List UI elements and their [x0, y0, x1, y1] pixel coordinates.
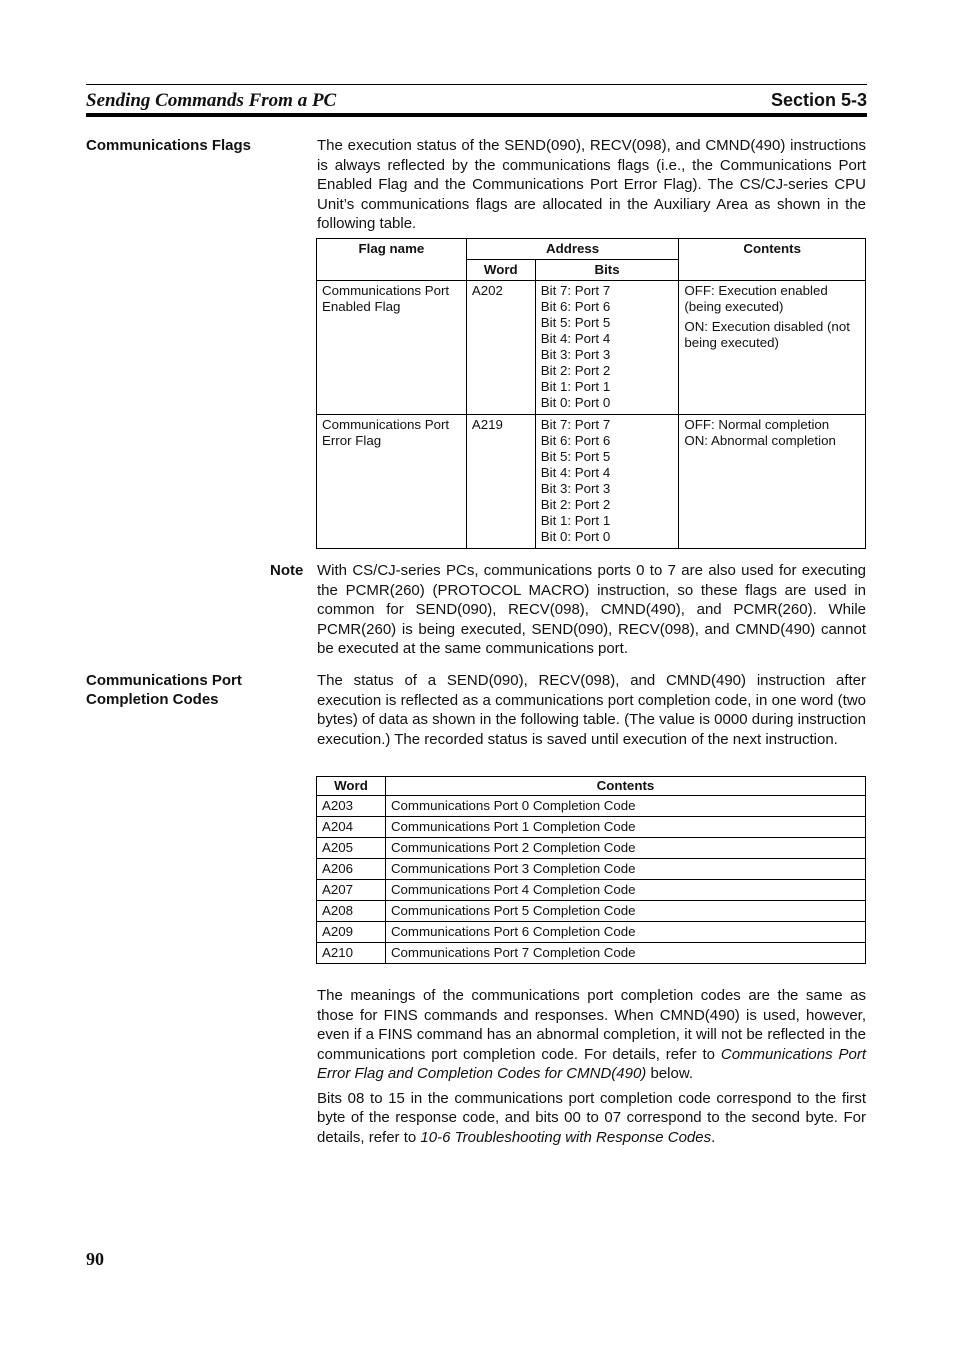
word-cell: A204: [317, 817, 386, 838]
note-paragraph: [317, 561, 866, 659]
col-header-word: Word: [317, 777, 386, 796]
flags-intro-text: The execution status of the SEND(090), RECV(098), and CMND(490) instructions is always reflected by the communications flags (i.e., the Communications Port Enabled Flag and the Communications Port Error Flag). The CS/CJ-series CPU Unit’s communications flags are allocated in the Auxiliary Area as shown in the following table.: [317, 137, 866, 232]
contents-cell: Communications Port 5 Completion Code: [385, 901, 865, 922]
contents-cell: Communications Port 3 Completion Code: [385, 859, 865, 880]
bit-item: Bit 0: Port 0: [540, 529, 611, 544]
bit-item: Bit 5: Port 5: [540, 449, 611, 464]
header-bottom-rule: [86, 113, 867, 117]
contents-cell: [679, 281, 866, 415]
header-top-rule: [86, 84, 867, 85]
contents-line: OFF: Execution enabled (being executed): [684, 283, 828, 314]
bit-item: Bit 0: Port 0: [540, 395, 611, 410]
bit-item: Bit 1: Port 1: [540, 379, 611, 394]
flag-name-cell: Communications Port Enabled Flag: [317, 281, 467, 415]
para-text: .: [711, 1128, 716, 1146]
table-row: [317, 796, 866, 817]
col-header-flag-name: Flag name: [317, 239, 467, 281]
word-cell: A205: [317, 838, 386, 859]
table-row: [317, 817, 866, 838]
table-row: [317, 281, 866, 415]
running-header-section: Section 5-3: [770, 90, 867, 110]
col-header-contents: Contents: [385, 777, 865, 796]
table-row: [317, 415, 866, 549]
table-row: [317, 901, 866, 922]
contents-cell: Communications Port 7 Completion Code: [385, 943, 865, 964]
completion-para-2: [317, 1089, 866, 1148]
heading-communications-flags: Communications Flags: [86, 137, 252, 154]
completion-body-paragraphs: [317, 986, 866, 1147]
bit-item: Bit 3: Port 3: [540, 481, 611, 496]
contents-line: OFF: Normal completion: [684, 417, 830, 432]
contents-cell: [679, 415, 866, 549]
para-text: below.: [646, 1065, 693, 1082]
table-row: [317, 922, 866, 943]
completion-intro-paragraph: [317, 671, 866, 749]
flags-intro-paragraph: [317, 136, 866, 234]
completion-codes-table: [316, 776, 866, 964]
contents-cell: Communications Port 4 Completion Code: [385, 880, 865, 901]
completion-intro-text: The status of a SEND(090), RECV(098), and CMND(490) instruction after execution is reflected as a communications port completion code, in one word (two bytes) of data as shown in the following table. (The value is 0000 during instruction execution.) The recorded status is saved until execution of the next instruction.: [317, 672, 866, 748]
bit-item: Bit 7: Port 7: [540, 417, 611, 432]
para-text: The meanings of the communications port completion codes are the same as those for FINS commands and responses. When CMND(490) is used, however, even if a FINS command has an abnormal completion, it will not be reflected in the communications port completion code. For details, refer to: [317, 987, 866, 1063]
word-cell: A219: [466, 415, 535, 549]
flags-table: [316, 238, 866, 549]
word-cell: A202: [466, 281, 535, 415]
bits-cell: [535, 281, 679, 415]
cross-reference: 10-6 Troubleshooting with Response Codes: [420, 1128, 712, 1146]
bit-item: Bit 2: Port 2: [540, 497, 611, 512]
col-header-address: Address: [466, 239, 679, 260]
word-cell: A210: [317, 943, 386, 964]
note-label: Note: [270, 562, 304, 579]
col-header-word: Word: [466, 260, 535, 281]
bit-item: Bit 4: Port 4: [540, 465, 611, 480]
word-cell: A203: [317, 796, 386, 817]
heading-completion-codes: [86, 671, 242, 709]
table-row: [317, 880, 866, 901]
table-row: [317, 943, 866, 964]
bit-item: Bit 5: Port 5: [540, 315, 611, 330]
page-number: 90: [86, 1249, 104, 1269]
bit-item: Bit 1: Port 1: [540, 513, 611, 528]
bit-item: Bit 4: Port 4: [540, 331, 611, 346]
bit-item: Bit 6: Port 6: [540, 433, 611, 448]
para-text: Bits 08 to 15 in the communications port completion code correspond to the first byte of the response code, and bits 00 to 07 correspond to the second byte. For details, refer to: [317, 1089, 866, 1146]
word-cell: A207: [317, 880, 386, 901]
contents-cell: Communications Port 2 Completion Code: [385, 838, 865, 859]
completion-para-1: [317, 986, 866, 1084]
contents-cell: Communications Port 0 Completion Code: [385, 796, 865, 817]
table-row: [317, 838, 866, 859]
heading-line: Communications Port: [86, 672, 242, 689]
note-text: With CS/CJ-series PCs, communications ports 0 to 7 are also used for executing the PCMR(260) (PROTOCOL MACRO) instruction, so these flags are used in common for SEND(090), RECV(098), CMND(490), and PCMR(260). While PCMR(260) is being executed, SEND(090), RECV(098), and CMND(490) cannot be executed at the same communications port.: [317, 562, 866, 657]
cross-reference: Communications Port Error Flag and Completion Codes for CMND(490): [317, 1045, 866, 1082]
running-header-title: Sending Commands From a PC: [86, 90, 337, 111]
word-cell: A206: [317, 859, 386, 880]
bit-item: Bit 7: Port 7: [540, 283, 611, 298]
bits-cell: [535, 415, 679, 549]
contents-cell: Communications Port 1 Completion Code: [385, 817, 865, 838]
col-header-contents: Contents: [679, 239, 866, 281]
bit-item: Bit 3: Port 3: [540, 347, 611, 362]
word-cell: A209: [317, 922, 386, 943]
bit-item: Bit 2: Port 2: [540, 363, 611, 378]
flag-name-cell: Communications Port Error Flag: [317, 415, 467, 549]
table-row: [317, 859, 866, 880]
contents-line: ON: Abnormal completion: [684, 433, 836, 448]
bit-item: Bit 6: Port 6: [540, 299, 611, 314]
col-header-bits: Bits: [535, 260, 679, 281]
word-cell: A208: [317, 901, 386, 922]
contents-line: ON: Execution disabled (not being executed): [684, 319, 850, 350]
contents-cell: Communications Port 6 Completion Code: [385, 922, 865, 943]
heading-line: Completion Codes: [86, 691, 219, 708]
